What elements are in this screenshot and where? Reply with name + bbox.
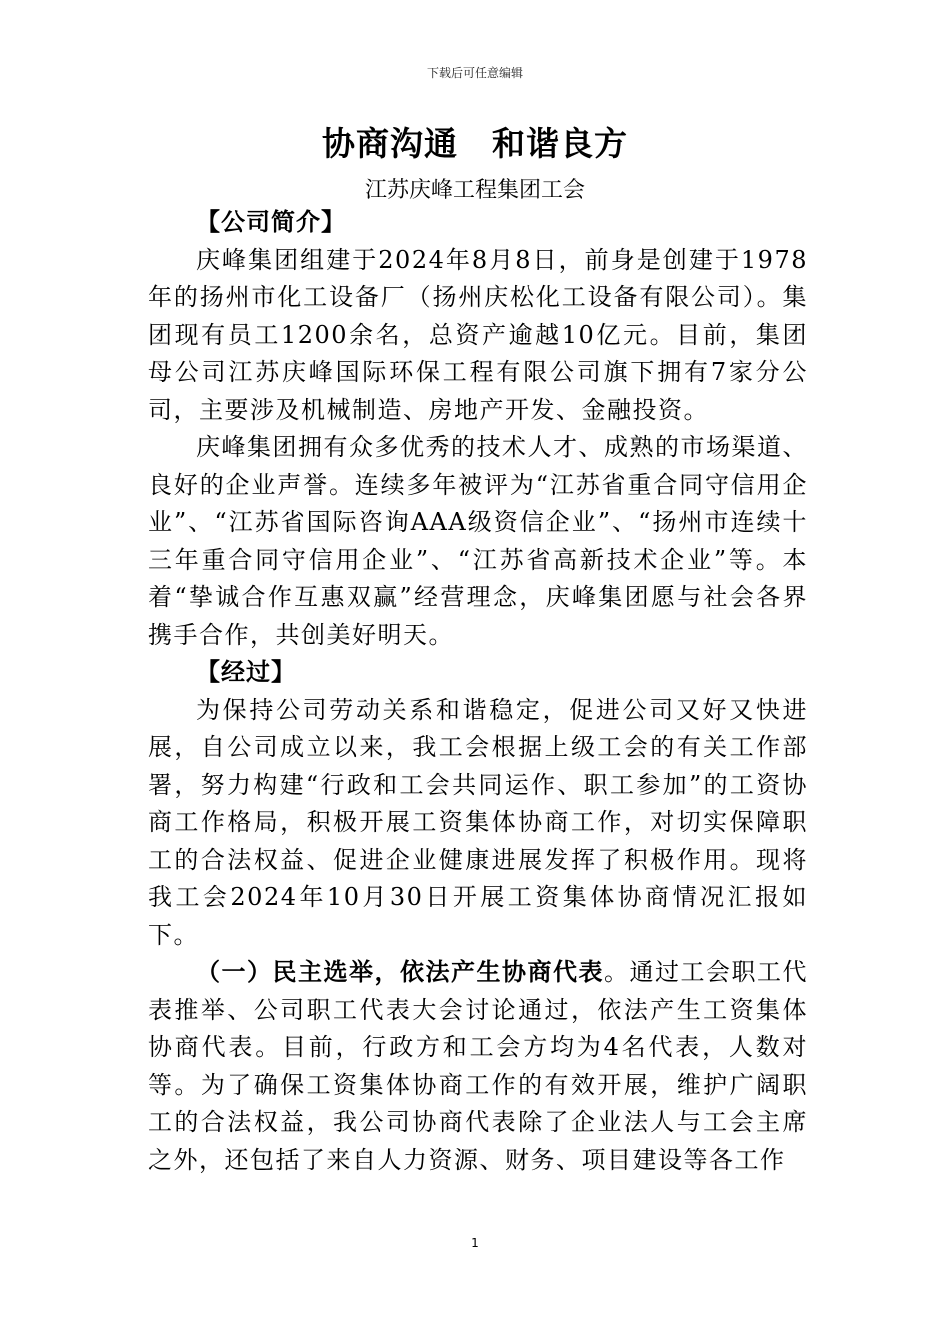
header-note: 下载后可任意编辑 [426, 66, 523, 80]
section-heading-intro: 【公司简介】 [196, 208, 346, 236]
item1-text: 。通过工会职工代表推举、公司职工代表大会讨论通过，依法产生工资集体协商代表。目前，行政方和工会方均为4名代表，人数对等。为了确保工资集体协商工作的有效开展，维护广阔职工的合法权益，我公司协商代表除了企业法人与工会主席之外，还包括了来自人力资源、财务、项目建设等各工作 [148, 958, 808, 1174]
title-part2: 和谐良方 [492, 124, 628, 163]
document-subtitle: 江苏庆峰工程集团工会 [364, 178, 585, 203]
item1-heading: （一）民主选举，依法产生协商代表 [196, 958, 604, 986]
document-body [148, 204, 808, 1179]
page-number: 1 [471, 1236, 479, 1250]
intro-paragraph-1: 庆峰集团组建于2024年8月8日，前身是创建于1978年的扬州市化工设备厂（扬州庆松化工设备有限公司）。集团现有员工1200余名，总资产逾越10亿元。目前，集团母公司江苏庆峰国际环保工程有限公司旗下拥有7家分公司，主要涉及机械制造、房地产开发、金融投资。 [148, 245, 808, 424]
title-part1: 协商沟通 [322, 124, 458, 163]
intro-paragraph-2: 庆峰集团拥有众多优秀的技术人才、成熟的市场渠道、良好的企业声誉。连续多年被评为“江苏省重合同守信用企业”、“江苏省国际咨询AAA级资信企业”、“扬州市连续十三年重合同守信用企业”、“江苏省高新技术企业”等。本着“挚诚合作互惠双赢”经营理念，庆峰集团愿与社会各界携手合作，共创美好明天。 [148, 433, 808, 649]
process-paragraph-1: 为保持公司劳动关系和谐稳定，促进公司又好又快进展，自公司成立以来，我工会根据上级工会的有关工作部署，努力构建“行政和工会共同运作、职工参加”的工资协商工作格局，积极开展工资集体协商工作，对切实保障职工的合法权益、促进企业健康进展发挥了积极作用。现将我工会2024年10月30日开展工资集体协商情况汇报如下。 [148, 695, 808, 949]
section-heading-process: 【经过】 [196, 658, 296, 686]
item1-paragraph [148, 954, 808, 1179]
document-title [0, 118, 950, 165]
